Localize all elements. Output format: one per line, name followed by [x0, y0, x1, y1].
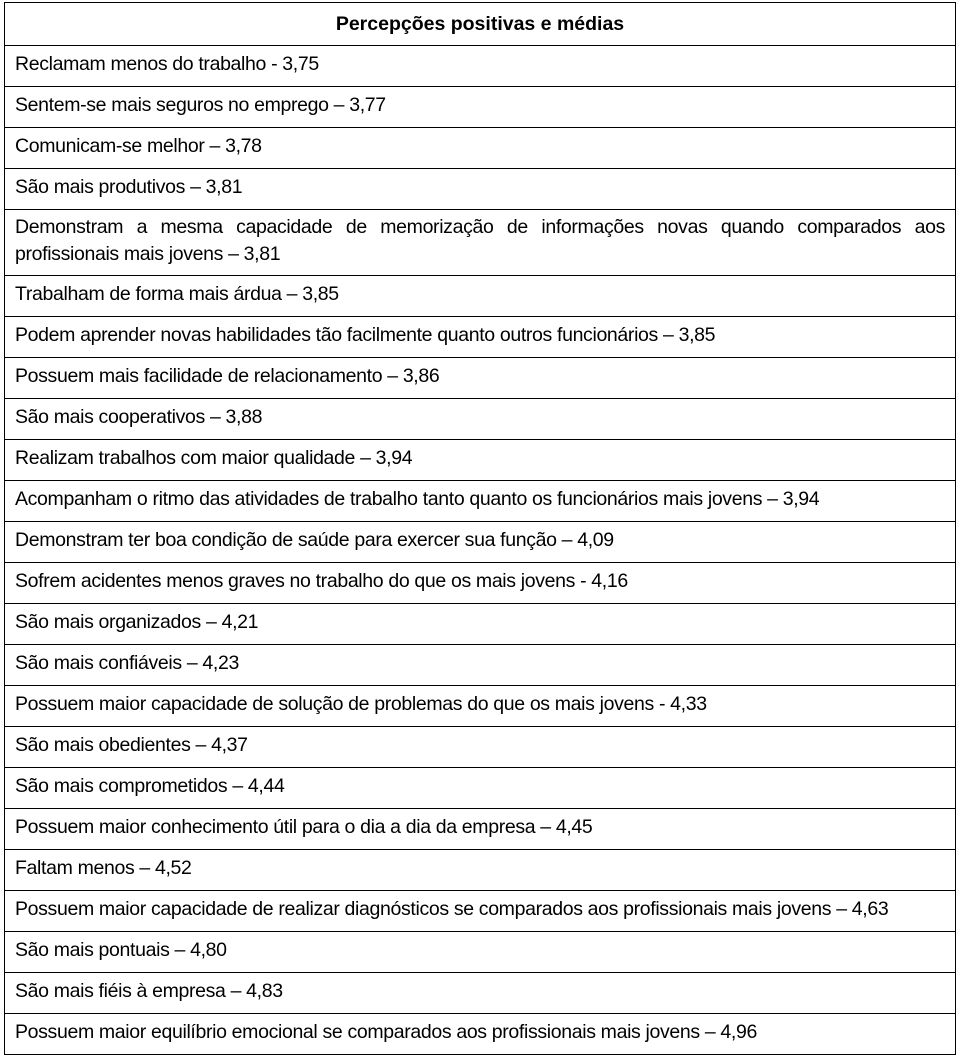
row-text: Podem aprender novas habilidades tão facilmente quanto outros funcionários – 3,85 [15, 324, 716, 346]
table-row [5, 399, 956, 440]
row-text: Possuem mais facilidade de relacionamento – 3,86 [15, 365, 440, 387]
table-row [5, 317, 956, 358]
table-cell [5, 768, 956, 809]
table-cell [5, 522, 956, 563]
table-cell [5, 563, 956, 604]
row-text: Trabalham de forma mais árdua – 3,85 [15, 283, 339, 305]
table-row [5, 932, 956, 973]
table-row [5, 973, 956, 1014]
table-row [5, 440, 956, 481]
table-cell [5, 399, 956, 440]
table-cell [5, 727, 956, 768]
row-text: Sentem-se mais seguros no emprego – 3,77 [15, 94, 386, 116]
table-row [5, 522, 956, 563]
row-text: Possuem maior conhecimento útil para o dia a dia da empresa – 4,45 [15, 816, 593, 838]
table-row [5, 891, 956, 932]
table-row [5, 686, 956, 727]
row-text: São mais obedientes – 4,37 [15, 734, 248, 756]
table-cell [5, 850, 956, 891]
row-text: Comunicam-se melhor – 3,78 [15, 135, 262, 157]
table-cell [5, 317, 956, 358]
table-cell [5, 686, 956, 727]
table-row [5, 481, 956, 522]
row-text: São mais organizados – 4,21 [15, 611, 259, 633]
row-text: Reclamam menos do trabalho - 3,75 [15, 53, 319, 75]
table-row [5, 276, 956, 317]
table-cell [5, 809, 956, 850]
table-row [5, 768, 956, 809]
table-cell [5, 440, 956, 481]
table-row [5, 563, 956, 604]
table-row [5, 210, 956, 276]
row-text: Possuem maior capacidade de realizar diagnósticos se comparados aos profissionais mais jovens – 4,63 [15, 898, 889, 920]
table-cell [5, 276, 956, 317]
row-text: Faltam menos – 4,52 [15, 857, 192, 879]
row-text: Realizam trabalhos com maior qualidade – 3,94 [15, 447, 413, 469]
table-cell [5, 604, 956, 645]
row-text: São mais comprometidos – 4,44 [15, 775, 285, 797]
table-header-row [5, 3, 956, 46]
table-row [5, 727, 956, 768]
table-row [5, 128, 956, 169]
table-cell [5, 1014, 956, 1055]
row-text: São mais cooperativos – 3,88 [15, 406, 263, 428]
table-row [5, 645, 956, 686]
table-cell [5, 87, 956, 128]
table-cell [5, 358, 956, 399]
table-row [5, 87, 956, 128]
table-row [5, 809, 956, 850]
table-row [5, 1014, 956, 1055]
table-cell [5, 891, 956, 932]
row-text: São mais confiáveis – 4,23 [15, 652, 239, 674]
table-header: Percepções positivas e médias [5, 3, 956, 46]
row-text: Possuem maior capacidade de solução de problemas do que os mais jovens - 4,33 [15, 693, 707, 715]
table-row [5, 850, 956, 891]
perceptions-table-container [4, 2, 956, 1055]
table-cell [5, 210, 956, 276]
table-row [5, 169, 956, 210]
table-row [5, 604, 956, 645]
table-cell [5, 932, 956, 973]
row-text: Demonstram ter boa condição de saúde para exercer sua função – 4,09 [15, 529, 614, 551]
table-cell [5, 481, 956, 522]
row-text: São mais fiéis à empresa – 4,83 [15, 980, 283, 1002]
row-text: São mais produtivos – 3,81 [15, 176, 243, 198]
table-cell [5, 645, 956, 686]
row-text: Possuem maior equilíbrio emocional se comparados aos profissionais mais jovens – 4,96 [15, 1021, 757, 1043]
row-text: Demonstram a mesma capacidade de memorização de informações novas quando comparados aos profissionais mais jovens – 3,81 [15, 216, 945, 265]
row-text: São mais pontuais – 4,80 [15, 939, 227, 961]
table-cell [5, 128, 956, 169]
row-text: Acompanham o ritmo das atividades de trabalho tanto quanto os funcionários mais jovens – 3,94 [15, 488, 820, 510]
table-cell [5, 973, 956, 1014]
table-cell [5, 46, 956, 87]
row-text: Sofrem acidentes menos graves no trabalho do que os mais jovens - 4,16 [15, 570, 628, 592]
table-cell [5, 169, 956, 210]
table-row [5, 358, 956, 399]
perceptions-table [4, 2, 956, 1055]
table-row [5, 46, 956, 87]
